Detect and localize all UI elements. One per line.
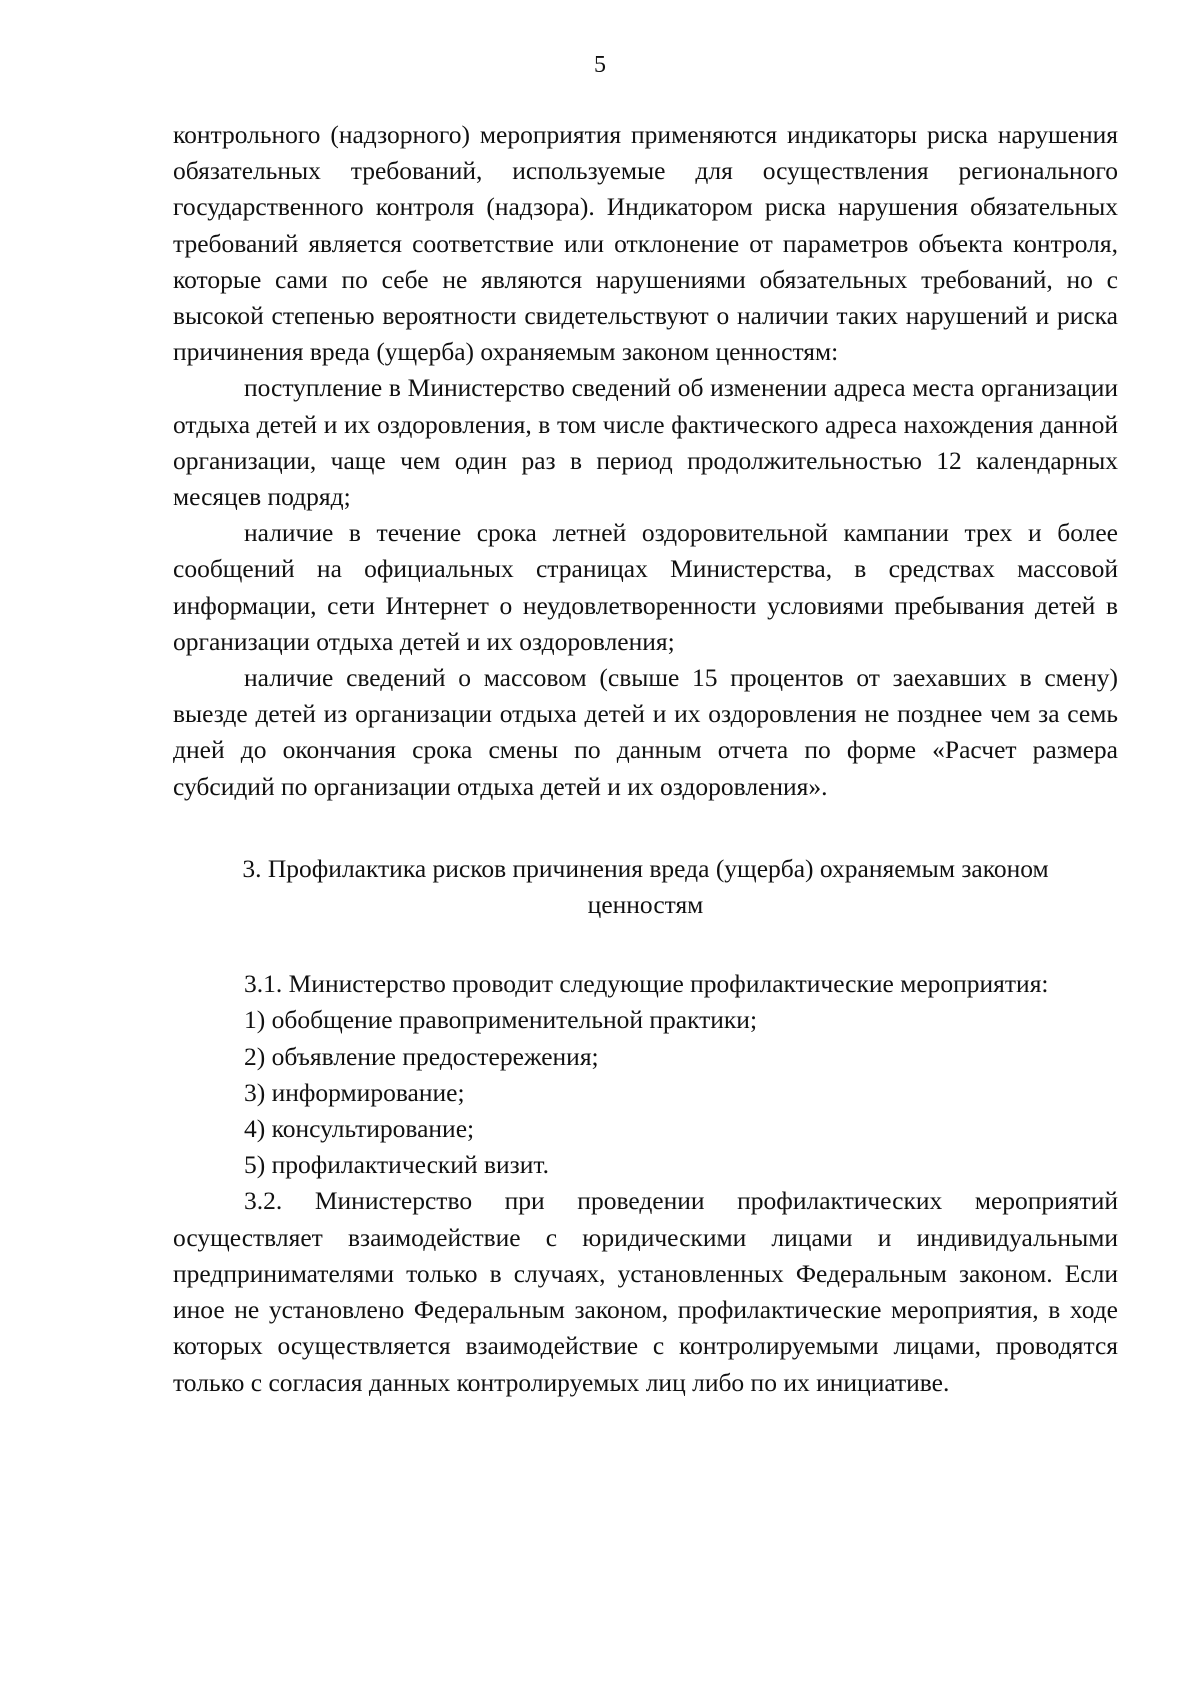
- measure-item-5: 5) профилактический визит.: [244, 1150, 549, 1180]
- risk-indicator-2: наличие в течение срока летней оздоровительной кампании трех и более сообщений на официальных страницах Министерства, в средствах массовой информации, сети Интернет о неудовлетворенности условиями пребывания детей в организации отдыха детей и их оздоровления;: [173, 518, 1118, 656]
- clause-3-1: 3.1. Министерство проводит следующие профилактические мероприятия:: [244, 969, 1049, 999]
- measure-item-1: 1) обобщение правоприменительной практики;: [244, 1005, 758, 1035]
- measure-item-3: 3) информирование;: [244, 1077, 465, 1107]
- page-number: 5: [594, 52, 606, 78]
- measure-item-2: 2) объявление предостережения;: [244, 1041, 599, 1071]
- section-3-heading: 3. Профилактика рисков причинения вреда (ущерба) охраняемым законом ценностям: [242, 853, 1049, 920]
- risk-indicator-1: поступление в Министерство сведений об изменении адреса места организации отдыха детей и их оздоровления, в том числе фактического адреса нахождения данной организации, чаще чем один раз в период продолжительностью 12 календарных месяцев подряд;: [173, 373, 1118, 512]
- risk-indicator-3: наличие сведений о массовом (свыше 15 процентов от заехавших в смену) выезде детей из организации отдыха детей и их оздоровления не позднее чем за семь дней до окончания срока смены по данным отчета по форме «Расчет размера субсидий по организации отдыха детей и их оздоровления».: [173, 663, 1118, 801]
- clause-3-2: 3.2. Министерство при проведении профилактических мероприятий осуществляет взаимодействие с юридическими лицами и индивидуальными предпринимателями только в случаях, установленных Федеральным законом. Если иное не установлено Федеральным законом, профилактические мероприятия, в ходе которых осуществляется взаимодействие с контролируемыми лицами, проводятся только с согласия данных контролируемых лиц либо по их инициативе.: [173, 1186, 1118, 1397]
- document-body: [173, 117, 1118, 1401]
- intro-paragraph: контрольного (надзорного) мероприятия применяются индикаторы риска нарушения обязательных требований, используемые для осуществления регионального государственного контроля (надзора). Индикатором риска нарушения обязательных требований является соответствие или отклонение от параметров объекта контроля, которые сами по себе не являются нарушениями обязательных требований, но с высокой степенью вероятности свидетельствуют о наличии таких нарушений и риска причинения вреда (ущерба) охраняемым законом ценностям:: [173, 120, 1118, 367]
- measure-item-4: 4) консультирование;: [244, 1114, 475, 1144]
